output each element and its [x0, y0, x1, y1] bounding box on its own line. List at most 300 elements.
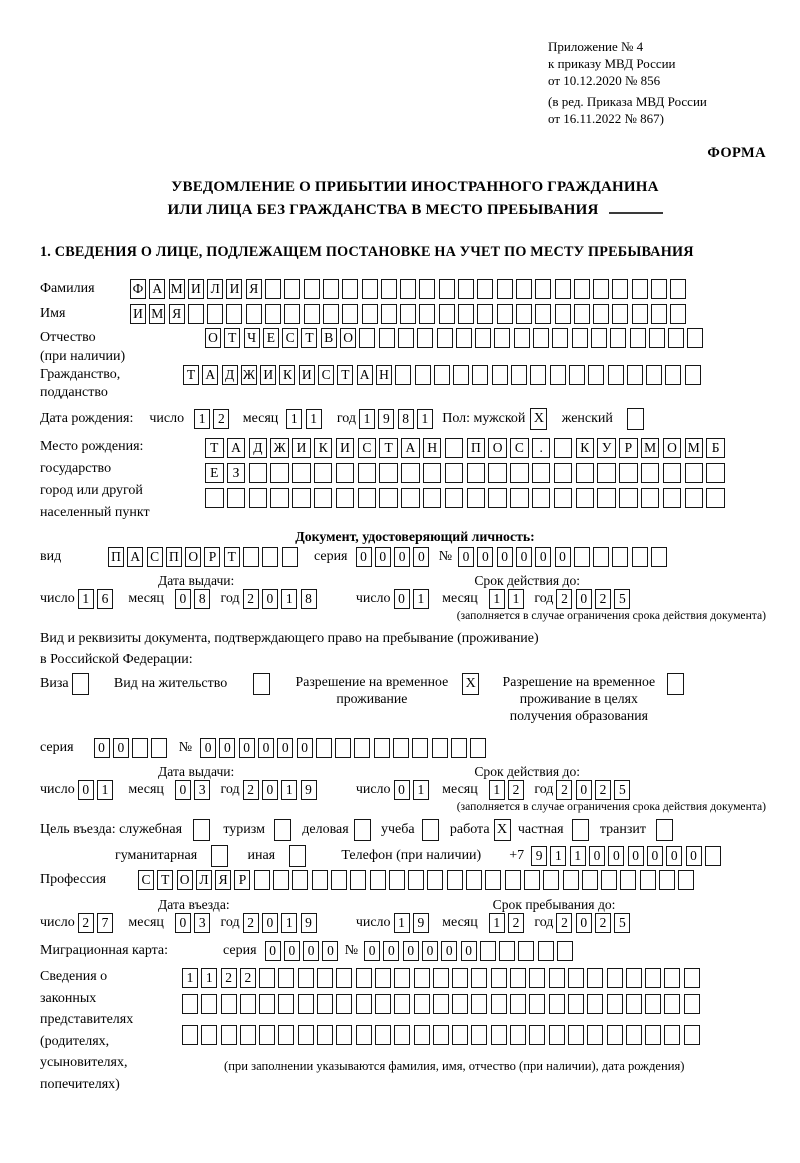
- char-box[interactable]: [401, 488, 420, 508]
- char-box[interactable]: [379, 488, 398, 508]
- char-box[interactable]: [588, 365, 604, 385]
- char-box[interactable]: [492, 365, 508, 385]
- char-box[interactable]: [304, 304, 320, 324]
- char-box[interactable]: [317, 994, 333, 1014]
- char-box[interactable]: В: [321, 328, 337, 348]
- char-box[interactable]: [608, 365, 624, 385]
- char-box[interactable]: Я: [246, 279, 262, 299]
- char-box[interactable]: 0: [647, 846, 663, 866]
- char-box[interactable]: [379, 328, 395, 348]
- char-box[interactable]: [401, 463, 420, 483]
- char-box[interactable]: [336, 463, 355, 483]
- char-box[interactable]: 0: [200, 738, 216, 758]
- char-box[interactable]: [552, 328, 568, 348]
- char-box[interactable]: 0: [175, 780, 191, 800]
- char-box[interactable]: [477, 279, 493, 299]
- char-box[interactable]: [659, 870, 675, 890]
- char-box[interactable]: [188, 304, 204, 324]
- char-box[interactable]: [298, 968, 314, 988]
- char-box[interactable]: 0: [265, 941, 281, 961]
- char-box[interactable]: 0: [394, 547, 410, 567]
- char-box[interactable]: [593, 547, 609, 567]
- char-box[interactable]: [323, 279, 339, 299]
- char-box[interactable]: [645, 968, 661, 988]
- char-box[interactable]: [356, 968, 372, 988]
- char-box[interactable]: Л: [207, 279, 223, 299]
- char-box[interactable]: [193, 819, 210, 841]
- char-box[interactable]: Н: [376, 365, 392, 385]
- char-box[interactable]: [684, 968, 700, 988]
- char-box[interactable]: [466, 870, 482, 890]
- char-box[interactable]: 0: [322, 941, 338, 961]
- char-box[interactable]: 1: [281, 780, 297, 800]
- char-box[interactable]: [419, 279, 435, 299]
- char-box[interactable]: [587, 1025, 603, 1045]
- char-box[interactable]: [529, 1025, 545, 1045]
- char-box[interactable]: [336, 1025, 352, 1045]
- char-box[interactable]: [182, 1025, 198, 1045]
- char-box[interactable]: [451, 738, 467, 758]
- char-box[interactable]: [685, 463, 704, 483]
- char-box[interactable]: .: [532, 438, 551, 458]
- char-box[interactable]: Е: [205, 463, 224, 483]
- char-box[interactable]: [254, 870, 270, 890]
- char-box[interactable]: [246, 304, 262, 324]
- char-box[interactable]: [72, 673, 89, 695]
- char-box[interactable]: 0: [219, 738, 235, 758]
- char-box[interactable]: [414, 968, 430, 988]
- char-box[interactable]: [370, 870, 386, 890]
- char-box[interactable]: [458, 279, 474, 299]
- char-box[interactable]: [549, 968, 565, 988]
- char-box[interactable]: [626, 1025, 642, 1045]
- char-box[interactable]: М: [149, 304, 165, 324]
- char-box[interactable]: [227, 488, 246, 508]
- char-box[interactable]: [265, 279, 281, 299]
- char-box[interactable]: [259, 968, 275, 988]
- char-box[interactable]: 0: [403, 941, 419, 961]
- char-box[interactable]: 2: [595, 913, 611, 933]
- char-box[interactable]: С: [147, 547, 163, 567]
- char-box[interactable]: [706, 488, 725, 508]
- char-box[interactable]: С: [282, 328, 298, 348]
- char-box[interactable]: [362, 279, 378, 299]
- char-box[interactable]: [314, 463, 333, 483]
- char-box[interactable]: [259, 1025, 275, 1045]
- char-box[interactable]: [488, 463, 507, 483]
- char-box[interactable]: [607, 994, 623, 1014]
- char-box[interactable]: [342, 279, 358, 299]
- char-box[interactable]: [510, 994, 526, 1014]
- char-box[interactable]: [284, 304, 300, 324]
- char-box[interactable]: [439, 279, 455, 299]
- char-box[interactable]: [132, 738, 148, 758]
- char-box[interactable]: Т: [205, 438, 224, 458]
- char-box[interactable]: Р: [234, 870, 250, 890]
- char-box[interactable]: [249, 488, 268, 508]
- char-box[interactable]: [240, 994, 256, 1014]
- char-box[interactable]: [422, 819, 439, 841]
- char-box[interactable]: [439, 304, 455, 324]
- char-box[interactable]: 0: [413, 547, 429, 567]
- char-box[interactable]: X: [530, 408, 547, 430]
- char-box[interactable]: [207, 304, 223, 324]
- char-box[interactable]: [354, 819, 371, 841]
- char-box[interactable]: [270, 463, 289, 483]
- char-box[interactable]: О: [663, 438, 682, 458]
- char-box[interactable]: [685, 488, 704, 508]
- char-box[interactable]: [563, 870, 579, 890]
- char-box[interactable]: 0: [303, 941, 319, 961]
- char-box[interactable]: 9: [301, 913, 317, 933]
- char-box[interactable]: [510, 463, 529, 483]
- char-box[interactable]: [452, 1025, 468, 1045]
- char-box[interactable]: [452, 994, 468, 1014]
- char-box[interactable]: 0: [608, 846, 624, 866]
- char-box[interactable]: [532, 488, 551, 508]
- char-box[interactable]: [292, 463, 311, 483]
- char-box[interactable]: 1: [550, 846, 566, 866]
- char-box[interactable]: [597, 488, 616, 508]
- char-box[interactable]: [292, 870, 308, 890]
- char-box[interactable]: [427, 870, 443, 890]
- char-box[interactable]: 0: [458, 547, 474, 567]
- char-box[interactable]: [211, 845, 228, 867]
- char-box[interactable]: 2: [595, 589, 611, 609]
- char-box[interactable]: 9: [301, 780, 317, 800]
- char-box[interactable]: К: [576, 438, 595, 458]
- char-box[interactable]: [304, 279, 320, 299]
- char-box[interactable]: Е: [263, 328, 279, 348]
- char-box[interactable]: [375, 1025, 391, 1045]
- char-box[interactable]: [684, 994, 700, 1014]
- char-box[interactable]: 2: [595, 780, 611, 800]
- char-box[interactable]: [664, 1025, 680, 1045]
- char-box[interactable]: [445, 488, 464, 508]
- char-box[interactable]: [549, 994, 565, 1014]
- char-box[interactable]: 0: [78, 780, 94, 800]
- char-box[interactable]: [568, 994, 584, 1014]
- char-box[interactable]: [705, 846, 721, 866]
- char-box[interactable]: [524, 870, 540, 890]
- char-box[interactable]: [612, 304, 628, 324]
- char-box[interactable]: [499, 941, 515, 961]
- char-box[interactable]: Ж: [241, 365, 257, 385]
- char-box[interactable]: [597, 463, 616, 483]
- char-box[interactable]: [374, 738, 390, 758]
- char-box[interactable]: [316, 738, 332, 758]
- char-box[interactable]: 2: [221, 968, 237, 988]
- char-box[interactable]: [494, 328, 510, 348]
- char-box[interactable]: О: [205, 328, 221, 348]
- char-box[interactable]: [423, 488, 442, 508]
- char-box[interactable]: [607, 968, 623, 988]
- char-box[interactable]: 0: [686, 846, 702, 866]
- char-box[interactable]: [381, 304, 397, 324]
- char-box[interactable]: [510, 968, 526, 988]
- char-box[interactable]: [706, 463, 725, 483]
- char-box[interactable]: Т: [183, 365, 199, 385]
- char-box[interactable]: [612, 279, 628, 299]
- char-box[interactable]: [182, 994, 198, 1014]
- char-box[interactable]: 0: [497, 547, 513, 567]
- char-box[interactable]: [354, 738, 370, 758]
- char-box[interactable]: [569, 365, 585, 385]
- char-box[interactable]: [641, 463, 660, 483]
- char-box[interactable]: [511, 365, 527, 385]
- char-box[interactable]: 0: [284, 941, 300, 961]
- char-box[interactable]: [685, 365, 701, 385]
- char-box[interactable]: [362, 304, 378, 324]
- char-box[interactable]: [572, 328, 588, 348]
- char-box[interactable]: [645, 1025, 661, 1045]
- char-box[interactable]: [270, 488, 289, 508]
- char-box[interactable]: 0: [589, 846, 605, 866]
- char-box[interactable]: 8: [194, 589, 210, 609]
- char-box[interactable]: [400, 279, 416, 299]
- char-box[interactable]: X: [462, 673, 479, 695]
- char-box[interactable]: Л: [196, 870, 212, 890]
- char-box[interactable]: 0: [535, 547, 551, 567]
- char-box[interactable]: [453, 365, 469, 385]
- char-box[interactable]: 1: [489, 780, 505, 800]
- char-box[interactable]: А: [149, 279, 165, 299]
- char-box[interactable]: [529, 968, 545, 988]
- char-box[interactable]: [414, 1025, 430, 1045]
- char-box[interactable]: [375, 994, 391, 1014]
- char-box[interactable]: З: [227, 463, 246, 483]
- char-box[interactable]: [518, 941, 534, 961]
- char-box[interactable]: [593, 304, 609, 324]
- char-box[interactable]: 0: [394, 589, 410, 609]
- char-box[interactable]: [610, 328, 626, 348]
- char-box[interactable]: М: [169, 279, 185, 299]
- char-box[interactable]: [243, 547, 259, 567]
- char-box[interactable]: 0: [394, 780, 410, 800]
- char-box[interactable]: И: [226, 279, 242, 299]
- char-box[interactable]: [408, 870, 424, 890]
- char-box[interactable]: [593, 279, 609, 299]
- char-box[interactable]: [432, 738, 448, 758]
- char-box[interactable]: [535, 279, 551, 299]
- char-box[interactable]: [336, 488, 355, 508]
- char-box[interactable]: 1: [489, 913, 505, 933]
- char-box[interactable]: [529, 994, 545, 1014]
- char-box[interactable]: 1: [413, 589, 429, 609]
- char-box[interactable]: [543, 870, 559, 890]
- char-box[interactable]: 1: [281, 913, 297, 933]
- char-box[interactable]: [335, 738, 351, 758]
- char-box[interactable]: [278, 994, 294, 1014]
- char-box[interactable]: [358, 488, 377, 508]
- char-box[interactable]: [433, 1025, 449, 1045]
- char-box[interactable]: 0: [94, 738, 110, 758]
- char-box[interactable]: 0: [356, 547, 372, 567]
- char-box[interactable]: 9: [413, 913, 429, 933]
- char-box[interactable]: С: [318, 365, 334, 385]
- char-box[interactable]: 5: [614, 913, 630, 933]
- char-box[interactable]: [445, 463, 464, 483]
- char-box[interactable]: [394, 994, 410, 1014]
- char-box[interactable]: [670, 279, 686, 299]
- char-box[interactable]: [572, 819, 589, 841]
- char-box[interactable]: [630, 328, 646, 348]
- char-box[interactable]: [665, 365, 681, 385]
- char-box[interactable]: С: [138, 870, 154, 890]
- char-box[interactable]: [505, 870, 521, 890]
- char-box[interactable]: 2: [243, 780, 259, 800]
- char-box[interactable]: 8: [301, 589, 317, 609]
- char-box[interactable]: [336, 994, 352, 1014]
- char-box[interactable]: 1: [97, 780, 113, 800]
- char-box[interactable]: [273, 870, 289, 890]
- char-box[interactable]: И: [336, 438, 355, 458]
- char-box[interactable]: 0: [422, 941, 438, 961]
- char-box[interactable]: [632, 279, 648, 299]
- char-box[interactable]: [587, 994, 603, 1014]
- char-box[interactable]: 0: [576, 780, 592, 800]
- char-box[interactable]: [619, 463, 638, 483]
- char-box[interactable]: 0: [628, 846, 644, 866]
- char-box[interactable]: Т: [379, 438, 398, 458]
- char-box[interactable]: [684, 1025, 700, 1045]
- char-box[interactable]: А: [357, 365, 373, 385]
- char-box[interactable]: [274, 819, 291, 841]
- char-box[interactable]: Б: [706, 438, 725, 458]
- char-box[interactable]: [412, 738, 428, 758]
- char-box[interactable]: 0: [666, 846, 682, 866]
- char-box[interactable]: [452, 968, 468, 988]
- char-box[interactable]: 0: [375, 547, 391, 567]
- char-box[interactable]: [394, 968, 410, 988]
- char-box[interactable]: [289, 845, 306, 867]
- char-box[interactable]: К: [279, 365, 295, 385]
- char-box[interactable]: [350, 870, 366, 890]
- char-box[interactable]: 0: [576, 913, 592, 933]
- char-box[interactable]: 2: [508, 913, 524, 933]
- char-box[interactable]: Д: [222, 365, 238, 385]
- char-box[interactable]: [358, 463, 377, 483]
- char-box[interactable]: 1: [286, 409, 302, 429]
- char-box[interactable]: [356, 1025, 372, 1045]
- char-box[interactable]: [249, 463, 268, 483]
- char-box[interactable]: 1: [182, 968, 198, 988]
- char-box[interactable]: [262, 547, 278, 567]
- char-box[interactable]: [480, 941, 496, 961]
- char-box[interactable]: [601, 870, 617, 890]
- char-box[interactable]: [433, 968, 449, 988]
- char-box[interactable]: 0: [262, 913, 278, 933]
- char-box[interactable]: [555, 304, 571, 324]
- char-box[interactable]: М: [685, 438, 704, 458]
- char-box[interactable]: [470, 738, 486, 758]
- char-box[interactable]: X: [494, 819, 511, 841]
- char-box[interactable]: О: [177, 870, 193, 890]
- char-box[interactable]: [314, 488, 333, 508]
- char-box[interactable]: [626, 994, 642, 1014]
- char-box[interactable]: 0: [441, 941, 457, 961]
- char-box[interactable]: 1: [306, 409, 322, 429]
- char-box[interactable]: [557, 941, 573, 961]
- char-box[interactable]: [201, 994, 217, 1014]
- char-box[interactable]: Т: [337, 365, 353, 385]
- char-box[interactable]: 1: [281, 589, 297, 609]
- char-box[interactable]: [433, 994, 449, 1014]
- char-box[interactable]: [394, 1025, 410, 1045]
- char-box[interactable]: 2: [213, 409, 229, 429]
- char-box[interactable]: [670, 304, 686, 324]
- char-box[interactable]: [393, 738, 409, 758]
- char-box[interactable]: [292, 488, 311, 508]
- char-box[interactable]: [667, 673, 684, 695]
- char-box[interactable]: [336, 968, 352, 988]
- char-box[interactable]: [627, 408, 644, 430]
- char-box[interactable]: [627, 365, 643, 385]
- char-box[interactable]: [445, 438, 464, 458]
- char-box[interactable]: О: [340, 328, 356, 348]
- char-box[interactable]: 3: [194, 780, 210, 800]
- char-box[interactable]: [664, 994, 680, 1014]
- char-box[interactable]: [356, 994, 372, 1014]
- char-box[interactable]: О: [185, 547, 201, 567]
- char-box[interactable]: [471, 968, 487, 988]
- char-box[interactable]: Т: [301, 328, 317, 348]
- char-box[interactable]: 0: [175, 589, 191, 609]
- char-box[interactable]: 0: [262, 589, 278, 609]
- char-box[interactable]: 6: [97, 589, 113, 609]
- char-box[interactable]: 7: [97, 913, 113, 933]
- char-box[interactable]: И: [299, 365, 315, 385]
- char-box[interactable]: [389, 870, 405, 890]
- char-box[interactable]: [359, 328, 375, 348]
- char-box[interactable]: [395, 365, 411, 385]
- char-box[interactable]: [475, 328, 491, 348]
- char-box[interactable]: [554, 488, 573, 508]
- char-box[interactable]: С: [510, 438, 529, 458]
- char-box[interactable]: 1: [78, 589, 94, 609]
- char-box[interactable]: [221, 994, 237, 1014]
- char-box[interactable]: [632, 304, 648, 324]
- char-box[interactable]: [437, 328, 453, 348]
- char-box[interactable]: [253, 673, 270, 695]
- char-box[interactable]: [201, 1025, 217, 1045]
- char-box[interactable]: [538, 941, 554, 961]
- char-box[interactable]: 2: [240, 968, 256, 988]
- char-box[interactable]: У: [597, 438, 616, 458]
- char-box[interactable]: [646, 365, 662, 385]
- char-box[interactable]: 0: [576, 589, 592, 609]
- char-box[interactable]: [284, 279, 300, 299]
- char-box[interactable]: [317, 1025, 333, 1045]
- char-box[interactable]: [375, 968, 391, 988]
- char-box[interactable]: И: [260, 365, 276, 385]
- char-box[interactable]: [205, 488, 224, 508]
- char-box[interactable]: [568, 1025, 584, 1045]
- char-box[interactable]: 2: [508, 780, 524, 800]
- char-box[interactable]: П: [108, 547, 124, 567]
- char-box[interactable]: [265, 304, 281, 324]
- char-box[interactable]: [549, 1025, 565, 1045]
- char-box[interactable]: [576, 488, 595, 508]
- char-box[interactable]: 2: [556, 589, 572, 609]
- char-box[interactable]: Н: [423, 438, 442, 458]
- char-box[interactable]: М: [641, 438, 660, 458]
- char-box[interactable]: [530, 365, 546, 385]
- char-box[interactable]: [532, 463, 551, 483]
- char-box[interactable]: А: [227, 438, 246, 458]
- char-box[interactable]: [582, 870, 598, 890]
- char-box[interactable]: [491, 968, 507, 988]
